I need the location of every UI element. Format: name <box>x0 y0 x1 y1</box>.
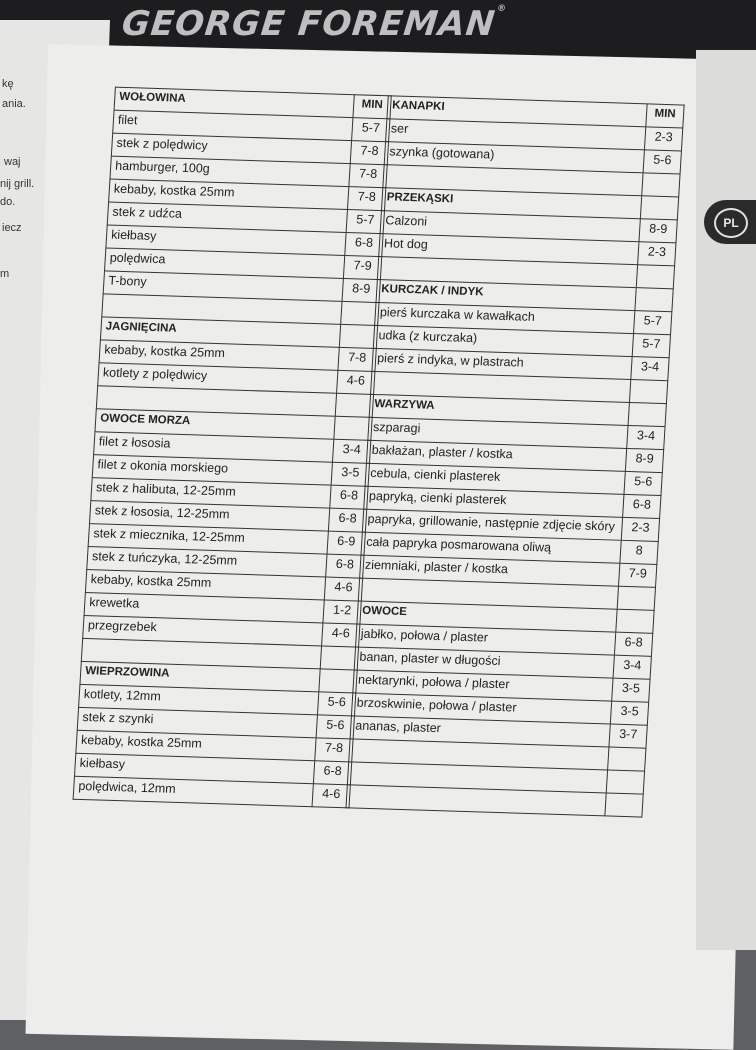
cooking-time <box>616 609 654 633</box>
cooking-time: 3-5 <box>331 462 369 486</box>
min-column-header: MIN <box>646 104 684 128</box>
cooking-time <box>608 747 646 771</box>
cooking-time: 3-4 <box>627 425 665 449</box>
food-name: przegrzebek <box>83 615 323 645</box>
cooking-time: 6-8 <box>330 485 368 509</box>
cooking-time: 5-7 <box>352 118 390 142</box>
cooking-time: 5-7 <box>346 210 384 234</box>
cooking-time <box>636 265 674 289</box>
cooking-time: 8 <box>620 540 658 564</box>
cooking-time <box>635 288 673 312</box>
category-name: WARZYWA <box>369 394 629 425</box>
cooking-time: 7-9 <box>619 563 657 587</box>
food-name: Hot dog <box>379 234 639 265</box>
cooking-time: 4-6 <box>312 784 350 808</box>
food-name: szparagi <box>368 417 628 448</box>
cooking-time <box>319 669 357 693</box>
cooking-time: 3-4 <box>332 439 370 463</box>
food-name: stek z łososia, 12-25mm <box>90 501 330 531</box>
food-name: nektarynki, połowa / plaster <box>353 670 613 701</box>
left-page-fragment: nij grill. <box>0 178 35 190</box>
food-name: jabłko, połowa / plaster <box>356 624 616 655</box>
category-name: OWOCE <box>357 601 617 632</box>
cooking-time <box>334 416 372 440</box>
food-name: cebula, cienki plasterek <box>365 463 625 494</box>
category-name: KURCZAK / INDYK <box>376 280 636 311</box>
cooking-time: 5-6 <box>316 715 354 739</box>
category-name: WOŁOWINA <box>114 87 354 117</box>
cooking-time <box>335 393 373 417</box>
cooking-time: 3-5 <box>610 701 648 725</box>
cooking-time <box>617 586 655 610</box>
category-name: JAGNIĘCINA <box>100 317 340 347</box>
cooking-time: 5-6 <box>624 471 662 495</box>
food-name: brzoskwinie, połowa / plaster <box>351 693 611 724</box>
cooking-time <box>341 301 379 325</box>
food-name: ananas, plaster <box>350 716 610 747</box>
cooking-time: 6-8 <box>313 761 351 785</box>
cooking-time <box>628 402 666 426</box>
language-tab <box>704 200 756 244</box>
food-name: papryka, grillowanie, następnie zdjęcie skóry <box>362 509 622 540</box>
brand-logo <box>120 4 508 44</box>
cooking-time: 6-8 <box>614 632 652 656</box>
food-name: filet z okonia morskiego <box>92 455 332 485</box>
left-page-fragment: waj <box>4 156 21 168</box>
food-name: hamburger, 100g <box>110 156 350 186</box>
food-name: Calzoni <box>380 211 640 242</box>
cooking-time <box>339 324 377 348</box>
cooking-time: 7-8 <box>338 347 376 371</box>
cooking-time: 2-3 <box>638 242 676 266</box>
food-name: kebaby, kostka 25mm <box>85 570 325 600</box>
cooking-time: 3-4 <box>631 357 669 381</box>
cooking-time: 4-6 <box>324 577 362 601</box>
food-name: kebaby, kostka 25mm <box>109 179 349 209</box>
food-name: stek z tuńczyka, 12-25mm <box>87 547 327 577</box>
food-name: stek z halibuta, 12-25mm <box>91 478 331 508</box>
cooking-time: 3-4 <box>613 655 651 679</box>
food-name: cała papryka posmarowana oliwą <box>361 532 621 563</box>
left-page-fragment: iecz <box>2 222 22 234</box>
food-name: pierś kurczaka w kawałkach <box>375 302 635 333</box>
category-name: WIEPRZOWINA <box>80 661 320 691</box>
cooking-time: 1-2 <box>323 600 361 624</box>
cooking-time: 5-6 <box>317 692 355 716</box>
food-name: kotlety, 12mm <box>79 684 319 714</box>
food-name: bakłażan, plaster / kostka <box>366 440 626 471</box>
food-name: kotlety z polędwicy <box>98 363 338 393</box>
food-name: stek z szynki <box>77 707 317 737</box>
brand-logo-text: GEORGE FOREMAN <box>119 4 498 44</box>
cooking-time: 5-6 <box>643 150 681 174</box>
cooking-time: 6-8 <box>328 508 366 532</box>
food-name: kiełbasy <box>106 225 346 255</box>
cooking-time: 4-6 <box>337 370 375 394</box>
language-tab-label: PL <box>714 208 748 238</box>
cooking-time: 7-8 <box>349 164 387 188</box>
cooking-time: 5-7 <box>634 311 672 335</box>
min-column-header: MIN <box>353 95 391 119</box>
cooking-time: 6-8 <box>623 494 661 518</box>
cooking-time <box>629 380 667 404</box>
food-name: T-bony <box>103 271 343 301</box>
food-name: stek z udźca <box>107 202 347 232</box>
food-name: banan, plaster w długości <box>354 647 614 678</box>
cooking-time <box>606 770 644 794</box>
cooking-time: 8-9 <box>639 219 677 243</box>
left-cooking-table <box>73 87 392 809</box>
cooking-time: 7-8 <box>350 141 388 165</box>
cooking-time: 2-3 <box>644 127 682 151</box>
cooking-time: 7-8 <box>347 187 385 211</box>
cooking-time <box>605 793 643 817</box>
cooking-time: 4-6 <box>322 623 360 647</box>
cooking-time: 3-5 <box>612 678 650 702</box>
cooking-time: 2-3 <box>621 517 659 541</box>
left-page-fragment: ania. <box>2 98 26 110</box>
category-name: OWOCE MORZA <box>95 409 335 439</box>
right-cooking-table <box>345 95 684 817</box>
food-name: pierś z indyka, w plastrach <box>372 348 632 379</box>
left-page-fragment: do. <box>0 196 16 208</box>
food-name: ser <box>386 119 646 150</box>
cooking-time <box>640 196 678 220</box>
food-name: kebaby, kostka 25mm <box>76 730 316 760</box>
cooking-time: 3-7 <box>609 724 647 748</box>
food-name: polędwica <box>105 248 345 278</box>
trademark-symbol: ® <box>496 4 508 14</box>
food-name: filet z łososia <box>94 432 334 462</box>
cooking-time: 7-9 <box>343 255 381 279</box>
cooking-time: 7-8 <box>315 738 353 762</box>
food-name: stek z miecznika, 12-25mm <box>88 524 328 554</box>
food-name: stek z polędwicy <box>111 133 351 163</box>
food-name: polędwica, 12mm <box>73 776 313 806</box>
food-name: szynka (gotowana) <box>384 142 644 173</box>
cooking-time: 5-7 <box>632 334 670 358</box>
food-name: ziemniaki, plaster / kostka <box>360 555 620 586</box>
food-name: kebaby, kostka 25mm <box>99 340 339 370</box>
cooking-time <box>320 646 358 670</box>
category-name: PRZEKĄSKI <box>381 188 641 219</box>
cooking-time: 6-8 <box>345 233 383 257</box>
category-name: KANAPKI <box>387 96 647 127</box>
food-name: kiełbasy <box>74 753 314 783</box>
cooking-time: 8-9 <box>342 278 380 302</box>
food-name: udka (z kurczaka) <box>373 325 633 356</box>
food-name: krewetka <box>84 592 324 622</box>
left-page-fragment: m <box>0 268 10 280</box>
cooking-time: 6-9 <box>327 531 365 555</box>
cooking-time: 6-8 <box>326 554 364 578</box>
left-page-fragment: kę <box>2 78 14 90</box>
food-name: filet <box>113 110 353 140</box>
right-column <box>345 95 712 818</box>
cooking-time: 8-9 <box>625 448 663 472</box>
food-name: papryką, cienki plasterek <box>364 486 624 517</box>
cooking-time <box>642 173 680 197</box>
